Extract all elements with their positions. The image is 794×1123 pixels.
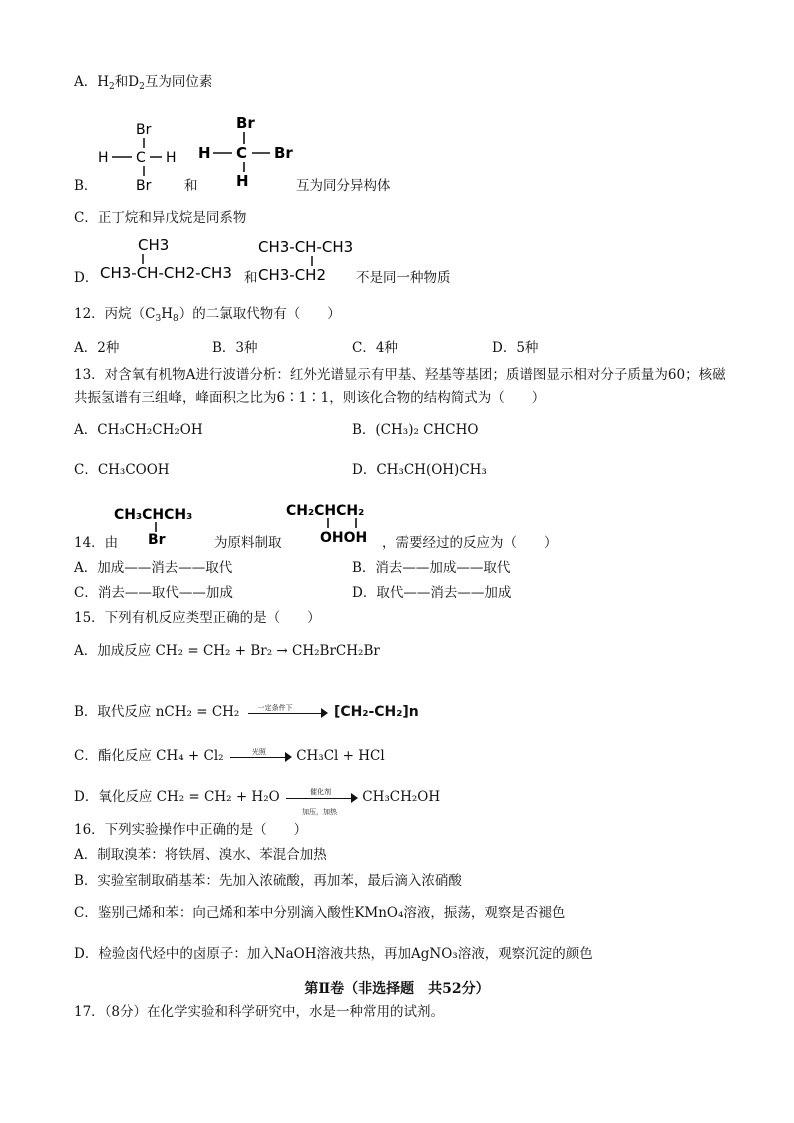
q15-stem: 15．下列有机反应类型正确的是（ ） <box>74 610 321 626</box>
q11-option-b-tail: 互为同分异构体 <box>296 178 391 194</box>
q11-option-d-and: 和 <box>244 270 258 286</box>
dibromomethane-structure-2 <box>196 112 306 196</box>
q12-option-b: B．3种 <box>212 340 258 356</box>
q14-stem-post: ，需要经过的反应为（ ） <box>382 535 558 551</box>
q15-option-c: C．酯化反应 CH₄ + Cl₂ 光照 CH₃Cl + HCl <box>74 747 385 764</box>
q16-option-c: C．鉴别己烯和苯：向己烯和苯中分别滴入酸性KMnO₄溶液，振荡，观察是否褪色 <box>74 905 566 921</box>
q11-option-c: C．正丁烷和异戊烷是同系物 <box>74 210 247 226</box>
reaction-arrow: 光照 <box>228 750 292 764</box>
q15-option-b: B．取代反应 nCH₂ = CH₂ 一定条件下 [CH₂-CH₂]n <box>74 703 419 720</box>
section-2-heading: 第Ⅱ卷（非选择题 共52分） <box>304 981 490 997</box>
q13-stem: 13．对含氧有机物A进行波谱分析：红外光谱显示有甲基、羟基等基团；质谱图显示相对分子质量为60；核磁共振氢谱有三组峰，峰面积之比为6∶1∶1，则该化合物的结构简式为（ ） <box>74 367 726 406</box>
polyethylene-product: [CH₂-CH₂]n <box>333 704 419 720</box>
atom-top: Br <box>136 122 152 138</box>
q15-option-d: D．氧化反应 CH₂ = CH₂ + H₂O 催化剂 加压，加热 CH₃CH₂OH <box>74 787 441 816</box>
q16-option-a: A．制取溴苯：将铁屑、溴水、苯混合加热 <box>74 847 327 863</box>
q17-stem: 17．（8分）在化学实验和科学研究中，水是一种常用的试剂。 <box>74 1004 445 1020</box>
q13-option-d: D．CH₃CH(OH)CH₃ <box>352 462 487 478</box>
butane-structure <box>258 236 368 290</box>
atom-center: C <box>236 144 248 162</box>
methyl-branch: CH3 <box>138 236 170 254</box>
q11-option-b-and: 和 <box>184 178 198 194</box>
q16-option-d: D．检验卤代烃中的卤原子：加入NaOH溶液共热，再加AgNO₃溶液，观察沉淀的颜色 <box>74 946 593 962</box>
bromopropane-structure <box>114 504 224 552</box>
q14-stem-mid: 为原料制取 <box>214 535 282 551</box>
q14-option-b: B．消去——加成——取代 <box>352 560 511 576</box>
reaction-arrow: 催化剂 加压，加热 <box>284 791 358 805</box>
q12-option-a: A．2种 <box>74 340 120 356</box>
main-chain: CH3-CH-CH2-CH3 <box>100 264 232 282</box>
atom-right: Br <box>274 144 293 162</box>
q12-stem: 12．丙烷$(C_3H_8)$的二氯取代物有（ ） <box>74 306 341 324</box>
q12-option-d: D．5种 <box>492 340 539 356</box>
q15-option-a: A．加成反应 CH₂ = CH₂ + Br₂ → CH₂BrCH₂Br <box>74 643 380 659</box>
q13-option-a: A．CH₃CH₂CH₂OH <box>74 422 203 438</box>
q11-option-d-tail: 不是同一种物质 <box>356 270 451 286</box>
reaction-arrow: 一定条件下 <box>244 706 330 720</box>
q11-option-a: A．$H_2$和$D_2$互为同位素 <box>74 74 213 92</box>
bottom-chain: CH3-CH2 <box>258 266 327 284</box>
substituent: Br <box>148 532 166 548</box>
q14-option-d: D．取代——消去——加成 <box>352 585 512 601</box>
methylbutane-structure <box>98 234 248 288</box>
q13-option-b: B．(CH₃)₂ CHCHO <box>352 422 479 438</box>
atom-top: Br <box>236 114 255 132</box>
propanediol-structure <box>286 500 396 550</box>
q13-option-c: C．CH₃COOH <box>74 462 170 478</box>
q11-option-b-label: B． <box>74 178 98 194</box>
dibromomethane-structure-1 <box>96 118 186 198</box>
q12-option-c: C．4种 <box>352 340 398 356</box>
q11-option-d-label: D． <box>74 270 99 286</box>
q14-stem-pre: 14．由 <box>74 535 119 551</box>
q16-option-b: B．实验室制取硝基苯：先加入浓硫酸，再加苯，最后滴入浓硝酸 <box>74 873 462 889</box>
atom-left: H <box>98 150 109 166</box>
atom-bottom: H <box>236 172 249 190</box>
q14-option-a: A．加成——消去——取代 <box>74 560 233 576</box>
top-chain: CH3-CH-CH3 <box>258 238 354 256</box>
q16-stem: 16．下列实验操作中正确的是（ ） <box>74 822 308 838</box>
q14-option-c: C．消去——取代——加成 <box>74 585 233 601</box>
atom-bottom: Br <box>136 178 152 194</box>
atom-left: H <box>198 144 211 162</box>
substituents: OHOH <box>320 530 368 546</box>
atom-center: C <box>136 150 146 166</box>
chain: CH₂CHCH₂ <box>286 503 365 519</box>
chain: CH₃CHCH₃ <box>114 507 193 523</box>
atom-right: H <box>166 150 177 166</box>
